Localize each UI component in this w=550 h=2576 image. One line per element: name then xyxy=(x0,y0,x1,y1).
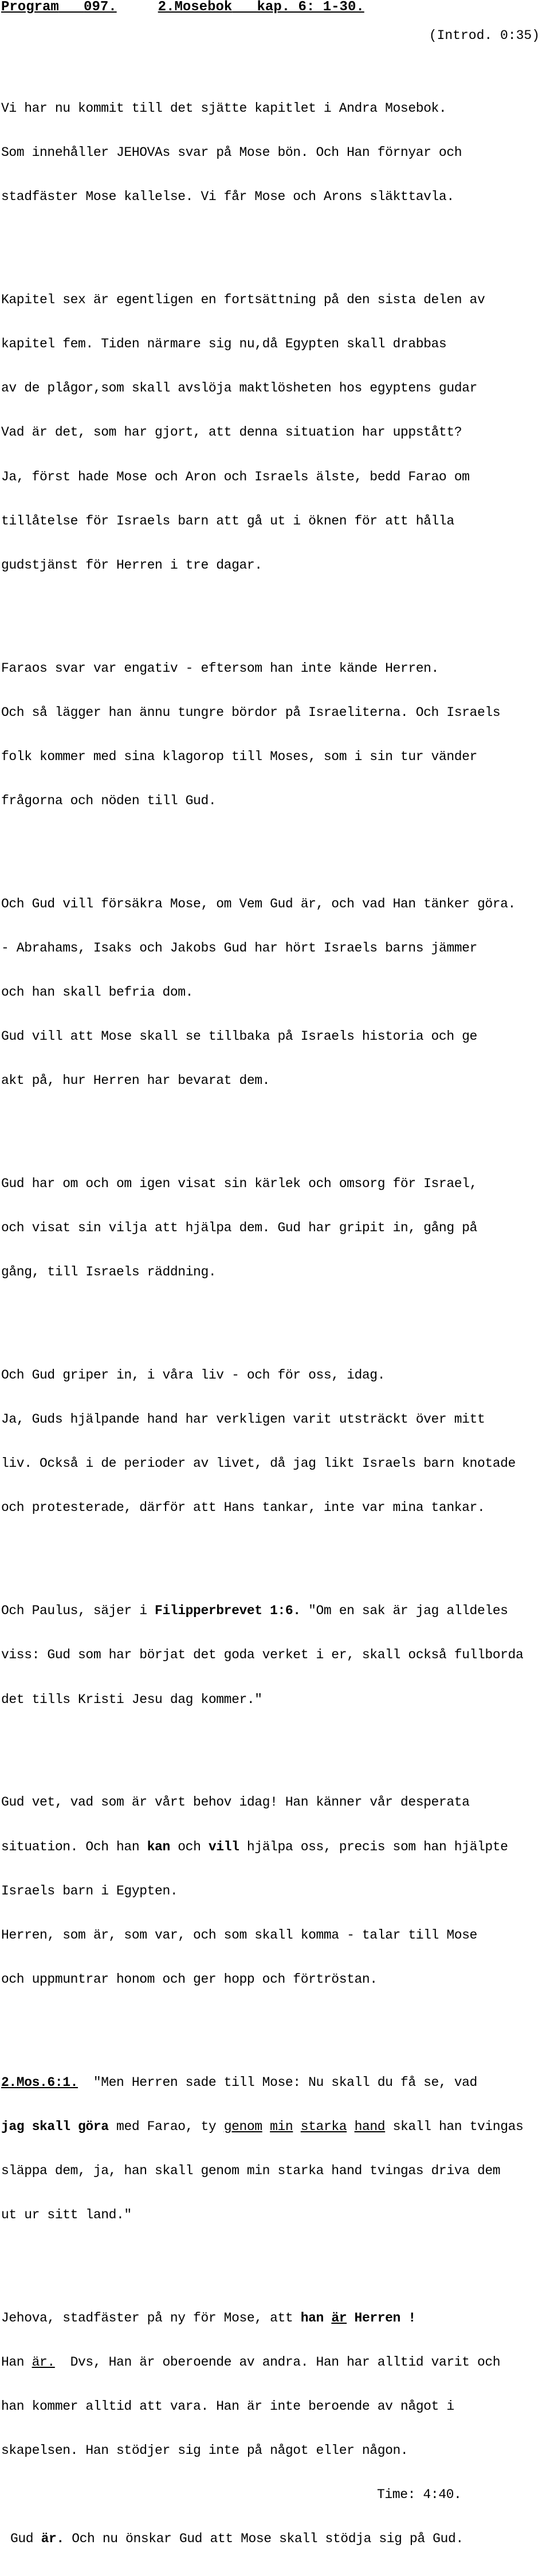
intro-time: (Introd. 0:35) xyxy=(429,28,540,43)
text-line: Och Gud vill försäkra Mose, om Vem Gud är, och vad Han tänker göra. xyxy=(1,896,516,911)
text-line: släppa dem, ja, han skall genom min starka hand tvingas driva dem xyxy=(1,2163,501,2178)
text-line: Faraos svar var engativ - eftersom han inte kände Herren. xyxy=(1,660,439,676)
program-number: 097. xyxy=(84,0,117,15)
book-name: 2.Mosebok xyxy=(158,0,233,15)
text-line: och han skall befria dom. xyxy=(1,985,194,1000)
text-line: viss: Gud som har börjat det goda verket i er, skall också fullborda xyxy=(1,1647,524,1663)
text-line: och uppmuntrar honom och ger hopp och förtröstan. xyxy=(1,1971,378,1987)
text-line: Vad är det, som har gjort, att denna situation har uppstått? xyxy=(1,425,462,440)
text-line: Som innehåller JEHOVAs svar på Mose bön. Och Han förnyar och xyxy=(1,145,462,160)
text-line: Och Gud griper in, i våra liv - och för oss, idag. xyxy=(1,1368,386,1383)
text-line: Ja, först hade Mose och Aron och Israels älste, bedd Farao om xyxy=(1,469,470,484)
text-line: Vi har nu kommit till det sjätte kapitlet i Andra Mosebok. xyxy=(1,101,447,116)
text-line: Jehova, stadfäster på ny för Mose, att han är Herren ! xyxy=(1,2310,416,2326)
text-line: han kommer alltid att vara. Han är inte beroende av något i xyxy=(1,2399,454,2414)
text-line: Israels barn i Egypten. xyxy=(1,1883,178,1898)
text-line: Gud vet, vad som är vårt behov idag! Han känner vår desperata xyxy=(1,1795,470,1810)
text-line: liv. Också i de perioder av livet, då jag likt Israels barn knotade xyxy=(1,1456,516,1471)
text-line: stadfäster Mose kallelse. Vi får Mose och Arons släkttavla. xyxy=(1,189,454,205)
bold-phrase: jag skall göra xyxy=(1,2119,109,2134)
text-line: Gud har om och om igen visat sin kärlek och omsorg för Israel, xyxy=(1,1176,477,1192)
text-line: och visat sin vilja att hjälpa dem. Gud har gripit in, gång på xyxy=(1,1220,477,1236)
text-line: akt på, hur Herren har bevarat dem. xyxy=(1,1073,270,1089)
page-title xyxy=(1,0,364,15)
text-line: Gud vill att Mose skall se tillbaka på Israels historia och ge xyxy=(1,1029,477,1044)
text-line: Han är. Dvs, Han är oberoende av andra. Han har alltid varit och xyxy=(1,2354,501,2370)
document-body xyxy=(1,57,549,2576)
text-line: det tills Kristi Jesu dag kommer." xyxy=(1,1692,262,1707)
scripture-reference: Filipperbrevet 1:6. xyxy=(155,1603,301,1619)
end-time: Time: 4:40. xyxy=(377,2487,462,2503)
text-line: tillåtelse för Israels barn att gå ut i öknen för att hålla xyxy=(1,513,454,528)
text-line: gudstjänst för Herren i tre dagar. xyxy=(1,557,262,573)
text-line: Ja, Guds hjälpande hand har verkligen varit utsträckt över mitt xyxy=(1,1412,485,1427)
text-line: folk kommer med sina klagorop till Moses, som i sin tur vänder xyxy=(1,749,477,764)
text-line: 2.Mos.6:1. "Men Herren sade till Mose: Nu skall du få se, vad xyxy=(1,2074,477,2090)
text-line: kapitel fem. Tiden närmare sig nu,då Egypten skall drabbas xyxy=(1,336,447,352)
text-line: jag skall göra med Farao, ty genom min starka hand skall han tvingas xyxy=(1,2119,524,2134)
bold-word: vill xyxy=(208,1839,239,1854)
chapter-ref: kap. 6: 1-30. xyxy=(257,0,364,15)
text-line: frågorna och nöden till Gud. xyxy=(1,793,217,808)
text-line: Gud är. Och nu önskar Gud att Mose skall stödja sig på Gud. xyxy=(10,2531,463,2547)
bold-word: kan xyxy=(147,1839,170,1854)
text-line: och protesterade, därför att Hans tankar, inte var mina tankar. xyxy=(1,1500,485,1516)
text-line: skapelsen. Han stödjer sig inte på något eller någon. xyxy=(1,2443,408,2458)
text-line: - Abrahams, Isaks och Jakobs Gud har hört Israels barns jämmer xyxy=(1,940,477,956)
text-line: av de plågor,som skall avslöja maktlösheten hos egyptens gudar xyxy=(1,381,477,396)
text-line: Och Paulus, säjer i Filipperbrevet 1:6. "Om en sak är jag alldeles xyxy=(1,1603,508,1619)
text-line: ut ur sitt land." xyxy=(1,2207,132,2222)
text-line: gång, till Israels räddning. xyxy=(1,1264,217,1280)
scripture-reference: 2.Mos.6:1. xyxy=(1,2074,78,2090)
program-label: Program xyxy=(1,0,59,15)
text-line: Herren, som är, som var, och som skall komma - talar till Mose xyxy=(1,1927,477,1943)
text-line: Och så lägger han ännu tungre bördor på Israeliterna. Och Israels xyxy=(1,704,501,720)
text-line: situation. Och han kan och vill hjälpa oss, precis som han hjälpte xyxy=(1,1839,508,1854)
text-line: Kapitel sex är egentligen en fortsättning på den sista delen av xyxy=(1,292,485,308)
